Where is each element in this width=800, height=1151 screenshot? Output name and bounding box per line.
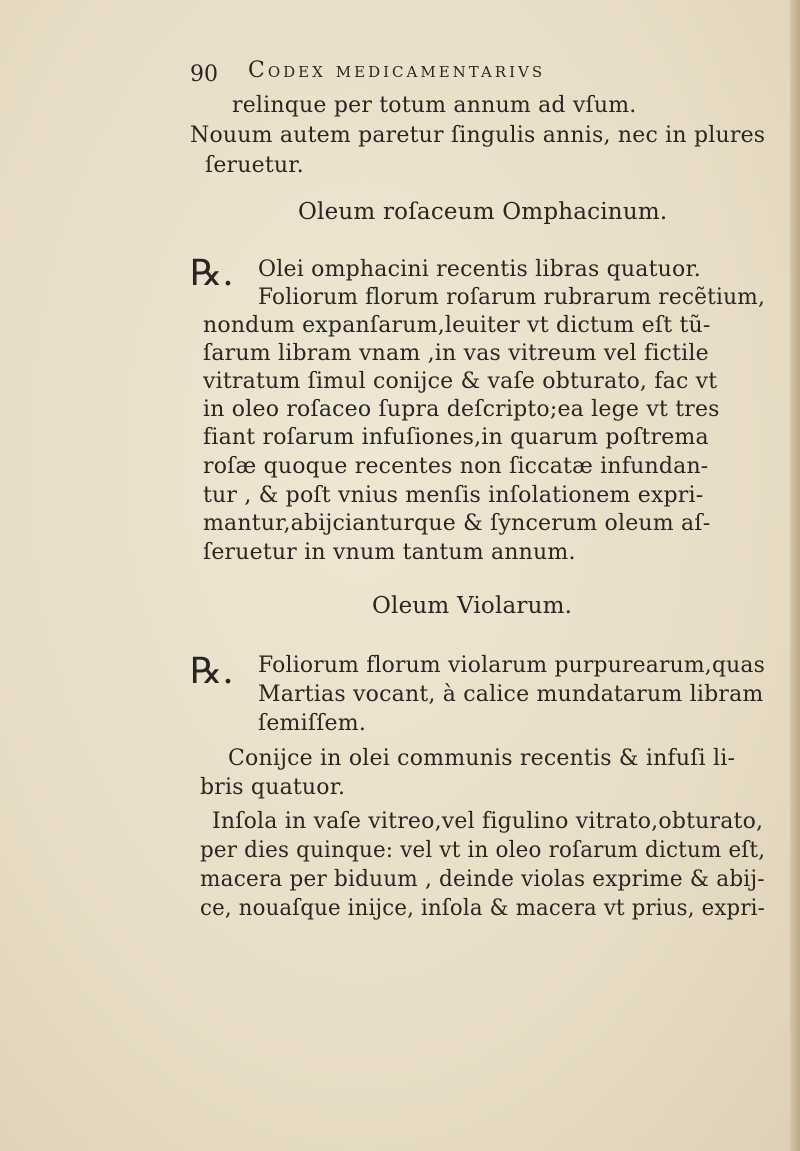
section-heading: Oleum roſaceum Omphacinum. (298, 199, 668, 225)
page-edge (790, 0, 800, 1151)
text-line: Conijce in olei communis recentis & infuſi li- (228, 746, 736, 771)
text-line: tur , & poſt vnius menſis inſolationem expri- (203, 483, 704, 508)
recipe-mark: ℞. (190, 253, 234, 294)
text-line: relinque per totum annum ad vſum. (232, 93, 637, 118)
text-line: roſæ quoque recentes non ſiccatæ infundan- (203, 454, 709, 479)
running-head: Codex medicamentarivs (248, 58, 546, 83)
text-line: Martias vocant, à calice mundatarum libram (258, 682, 764, 707)
text-line: ſarum libram vnam ,in vas vitreum vel fictile (203, 341, 709, 366)
text-line: vitratum ſimul conijce & vaſe obturato, fac vt (203, 369, 718, 394)
text-line: Nouum autem paretur ſingulis annis, nec in plures (190, 123, 766, 148)
text-line: mantur,abijcianturque & ſyncerum oleum aſ- (203, 511, 711, 536)
text-line: per dies quinque: vel vt in oleo roſarum dictum eſt, (200, 838, 766, 863)
text-line: Foliorum florum roſarum rubrarum recẽtium, (258, 285, 766, 310)
text-line: Olei omphacini recentis libras quatuor. (258, 257, 701, 282)
text-line: fiant roſarum infuſiones,in quarum poſtrema (203, 425, 709, 450)
text-line: bris quatuor. (200, 775, 346, 800)
recipe-mark: ℞. (190, 651, 234, 692)
text-line: nondum expanſarum,leuiter vt dictum eſt tũ- (203, 313, 711, 338)
text-line: ſeruetur. (205, 153, 304, 178)
text-line: Inſola in vaſe vitreo,vel figulino vitrato,obturato, (212, 809, 764, 834)
page-number: 90 (190, 62, 218, 87)
section-heading: Oleum Violarum. (372, 593, 573, 619)
text-line: ſeruetur in vnum tantum annum. (203, 540, 576, 565)
text-line: in oleo roſaceo ſupra deſcripto;ea lege vt tres (203, 397, 720, 422)
text-line: ſemiſſem. (258, 711, 367, 736)
text-line: ce, nouaſque inijce, inſola & macera vt prius, expri- (200, 896, 766, 921)
text-line: Foliorum florum violarum purpurearum,quas (258, 653, 766, 678)
text-line: macera per biduum , deinde violas exprime & abij- (200, 867, 765, 892)
